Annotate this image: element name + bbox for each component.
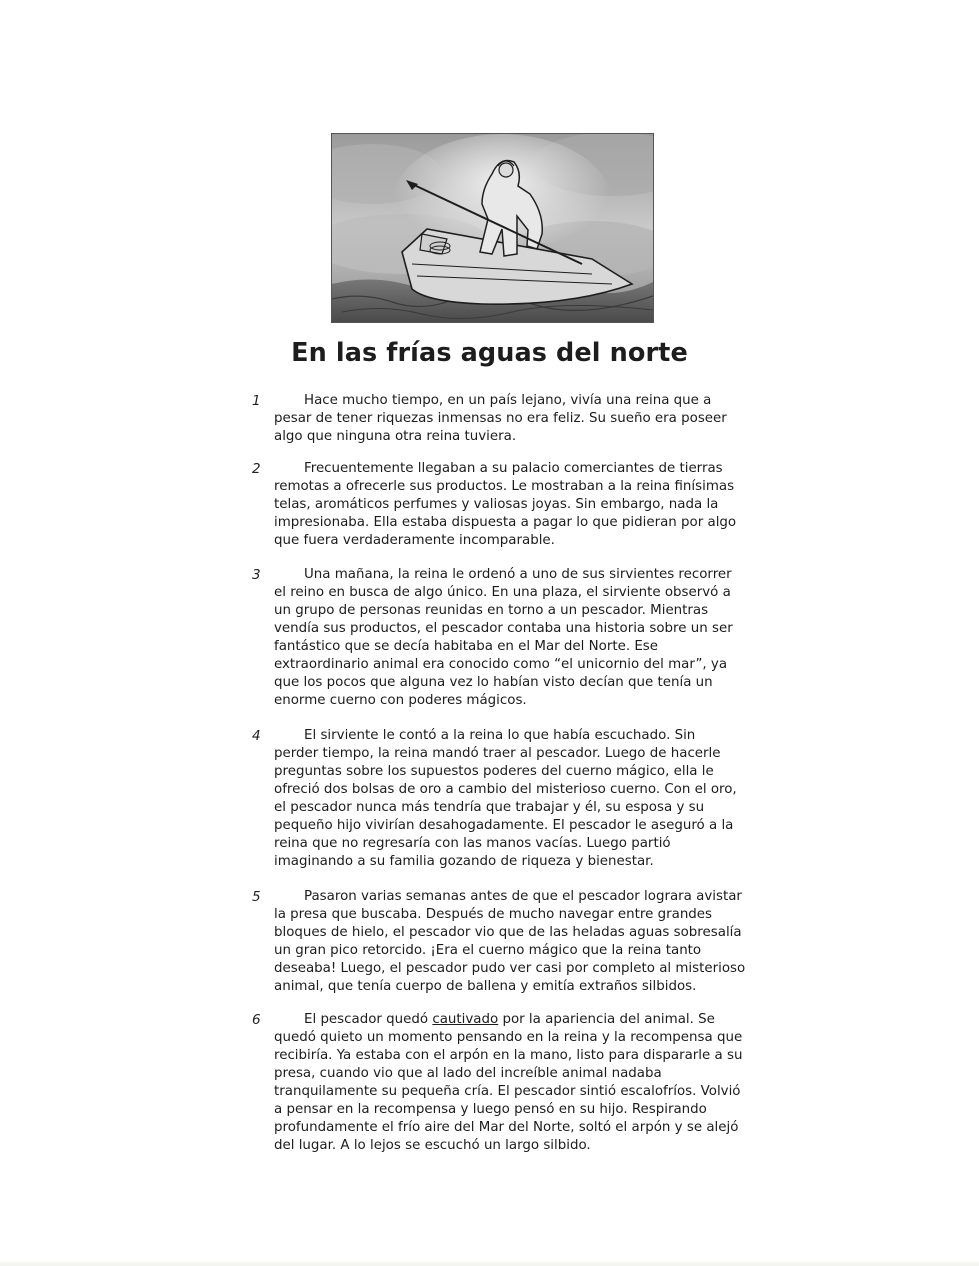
paragraph-number: 4	[252, 728, 261, 744]
paragraph-number: 1	[252, 393, 261, 409]
story-illustration	[331, 133, 654, 323]
paragraph-text	[274, 1011, 752, 1155]
paragraph-text: Hace mucho tiempo, en un país lejano, vivía una reina que a pesar de tener riquezas inmensas no era feliz. Su sueño era poseer algo que ninguna otra reina tuviera.	[274, 393, 727, 444]
paragraph-text: Una mañana, la reina le ordenó a uno de sus sirvientes recorrer el reino en busca de algo único. En una plaza, el sirviente observó a un grupo de personas reunidas en torno a un pescador. Mientras vendía sus productos, el pescador contaba una historia sobre un ser fantástico que se decía habitaba en el Mar del Norte. Ese extraordinario animal era conocido como “el unicornio del mar”, ya que los pocos que alguna vez lo habían visto decían que tenía un enorme cuerno con poderes mágicos.	[274, 567, 733, 708]
paragraph-text: El sirviente le contó a la reina lo que había escuchado. Sin perder tiempo, la reina mandó traer al pescador. Luego de hacerle preguntas sobre los supuestos poderes del cuerno mágico, ella le ofreció dos bolsas de oro a cambio del misterioso cuerno. Con el oro, el pescador nunca más tendría que trabajar y él, su esposa y su pequeño hijo vivirían desahogadamente. El pescador le aseguró a la reina que no regresaría con las manos vacías. Luego partió imaginando a su familia gozando de riqueza y bienestar.	[274, 728, 737, 869]
story-title: En las frías aguas del norte	[291, 338, 688, 368]
fisherman-in-boat-illustration-icon	[332, 134, 653, 322]
paragraph-text-end: por la apariencia del animal. Se quedó quieto un momento pensando en la reina y la recompensa que recibiría. Ya estaba con el arpón en la mano, listo para dispararle a su presa, cuando vio que al lado del increíble animal nadaba tranquilamente su pequeña cría. El pescador sintió escalofríos. Volvió a pensar en la recompensa y luego pensó en su hijo. Respirando profundamente el frío aire del Mar del Norte, soltó el arpón y se alejó del lugar. A lo lejos se escuchó un largo silbido.	[274, 1012, 743, 1153]
paragraph-text: Frecuentemente llegaban a su palacio comerciantes de tierras remotas a ofrecerle sus productos. Le mostraban a la reina finísimas telas, aromáticos perfumes y valiosas joyas. Sin embargo, nada la impresionaba. Ella estaba dispuesta a pagar lo que pidieran por algo que fuera verdaderamente incomparable.	[274, 461, 737, 548]
paragraph-number: 3	[252, 567, 261, 583]
paragraph-number: 6	[252, 1012, 261, 1028]
paragraph-number: 2	[252, 461, 261, 477]
underlined-word: cautivado	[432, 1012, 499, 1027]
page-bottom-edge	[0, 1262, 979, 1266]
paragraph-text: Pasaron varias semanas antes de que el pescador lograra avistar la presa que buscaba. Después de mucho navegar entre grandes bloques de hielo, el pescador vio que de las heladas aguas sobresalía un gran pico retorcido. ¡Era el cuerno mágico que la reina tanto deseaba! Luego, el pescador pudo ver casi por completo al misterioso animal, que tenía cuerpo de ballena y emitía extraños silbidos.	[274, 889, 746, 994]
paragraph-number: 5	[252, 889, 261, 905]
paragraph-text-start: El pescador quedó	[304, 1012, 433, 1027]
